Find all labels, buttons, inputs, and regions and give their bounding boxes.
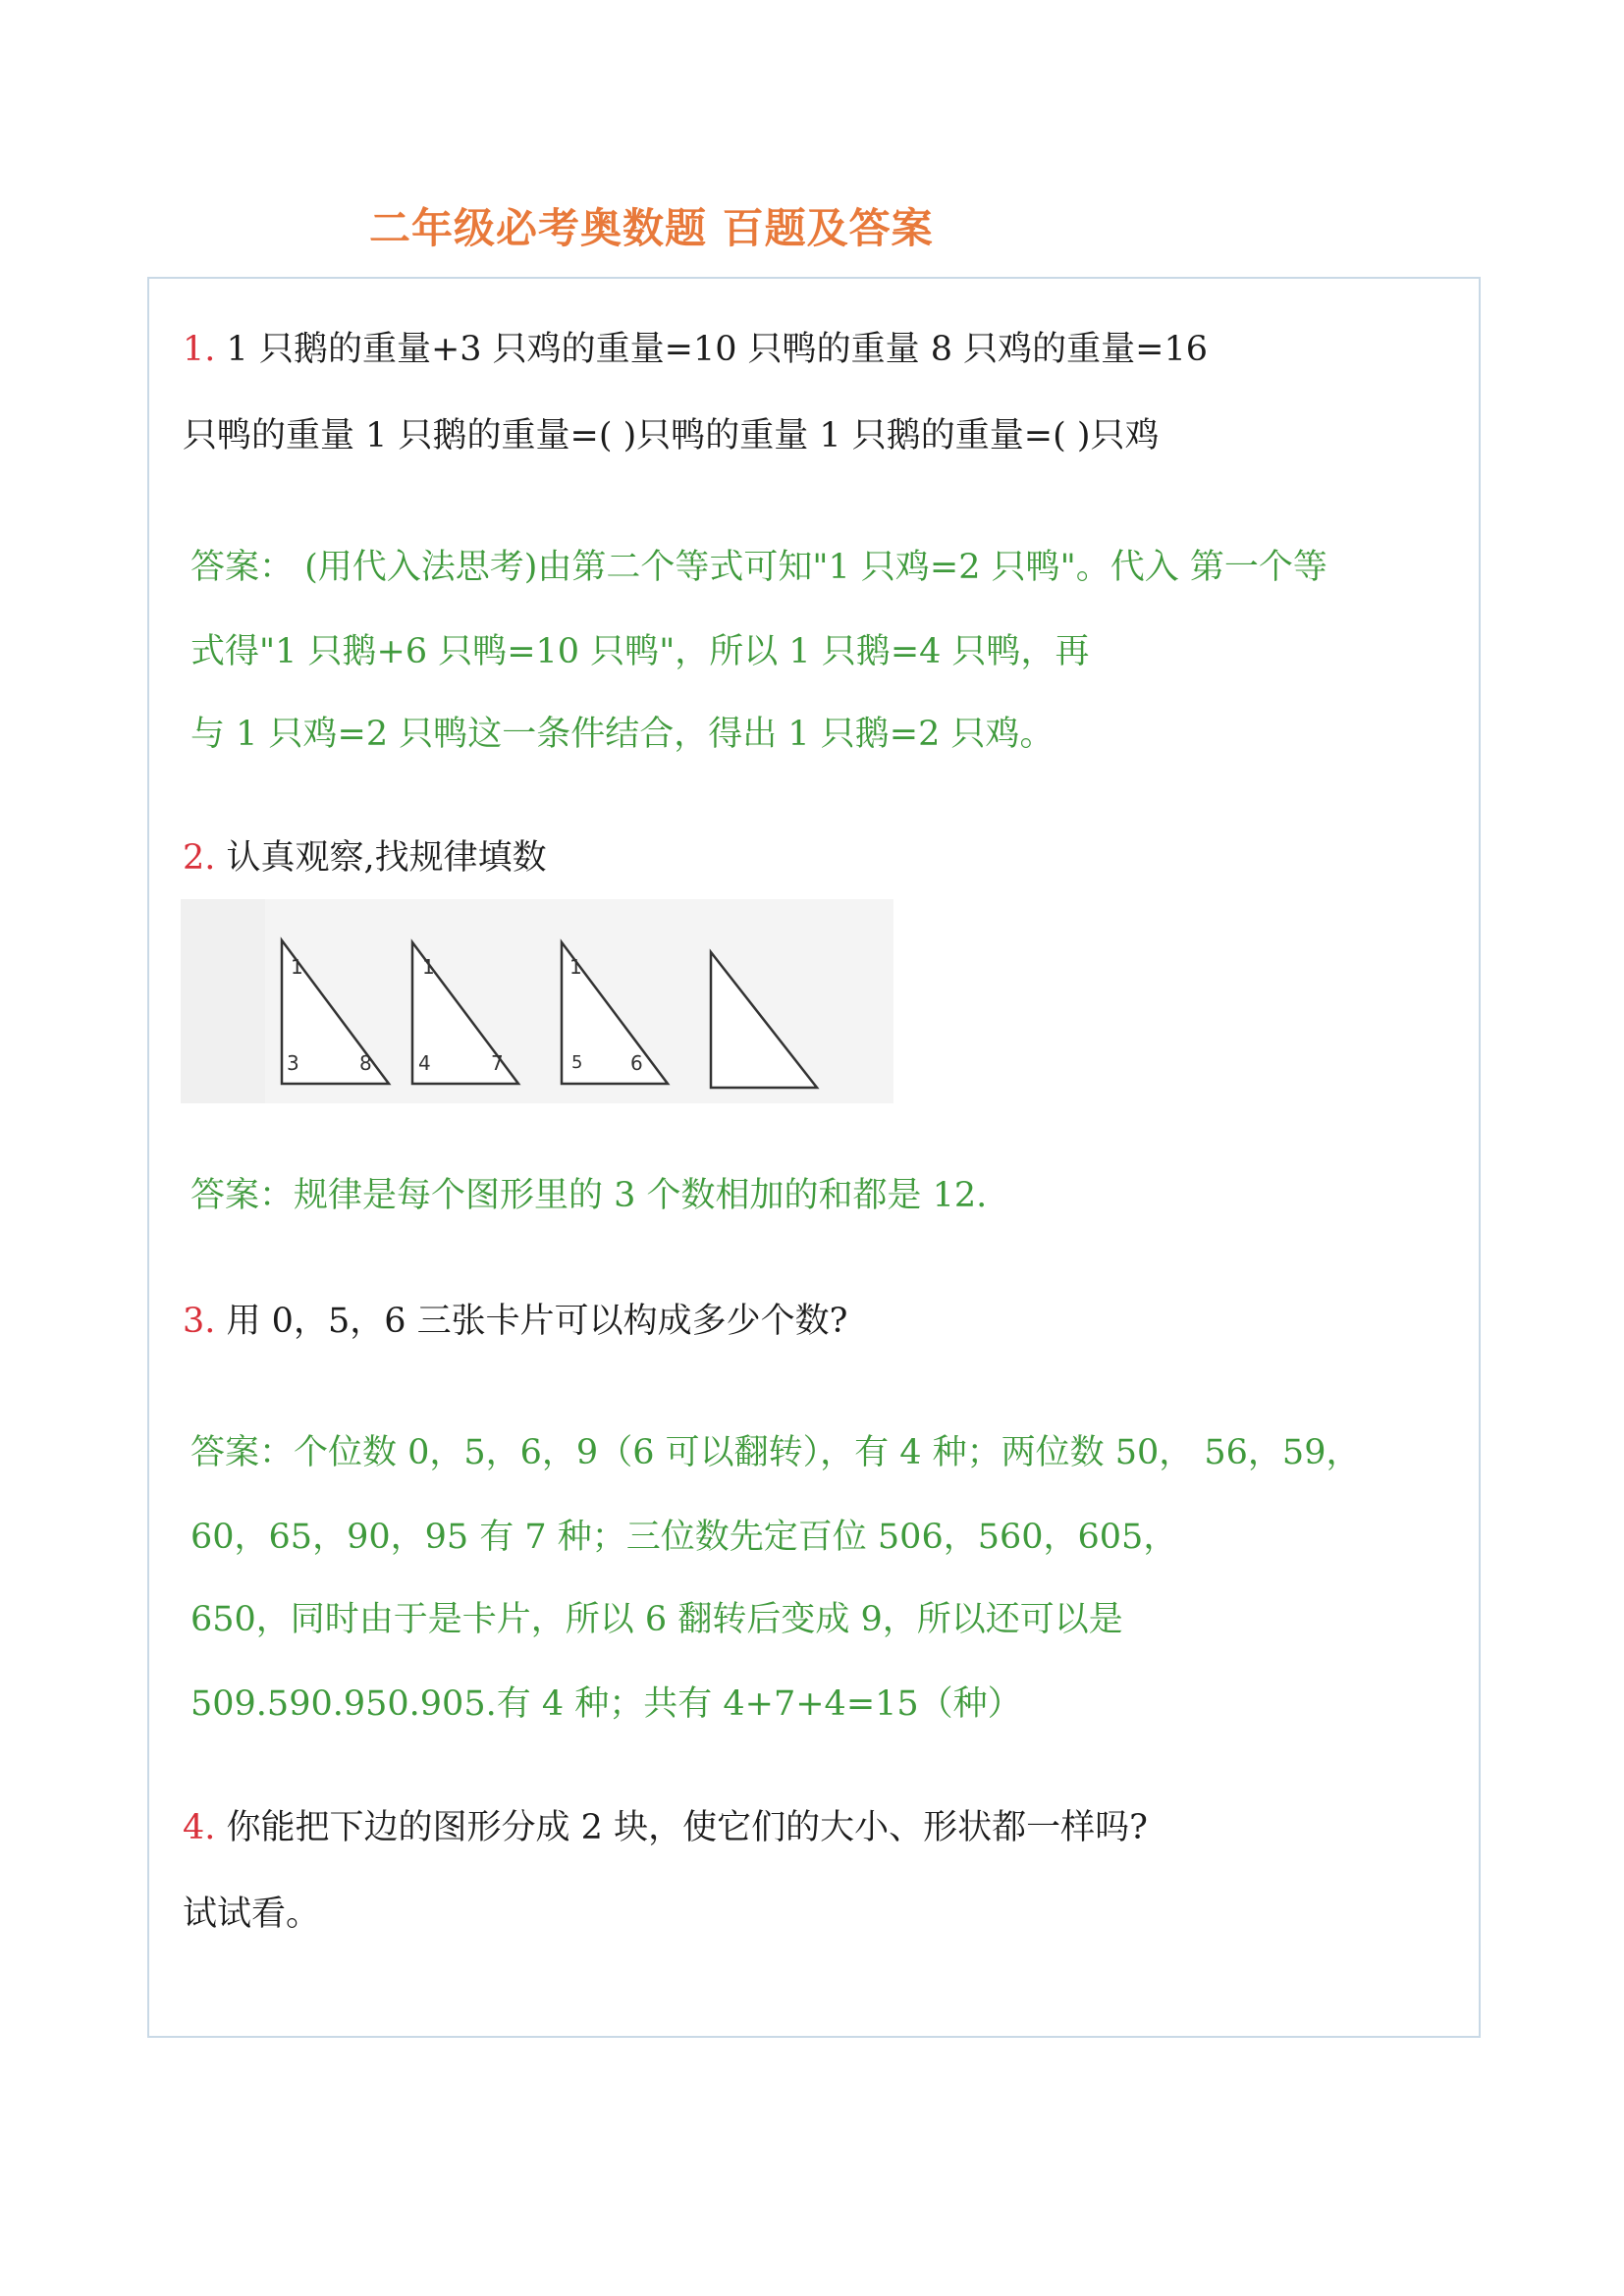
question-1-text-1: 1 只鹅的重量+3 只鸡的重量=10 只鸭的重量 8 只鸡的重量=16 [226, 330, 1209, 369]
question-2-number: 2. [183, 838, 216, 878]
question-1-number: 1. [183, 330, 216, 369]
answer-3-line-1: 答案：个位数 0，5，6，9（6 可以翻转），有 4 种；两位数 50， 56，59， [190, 1433, 1361, 1472]
answer-1-line-1: 答案： (用代入法思考)由第二个等式可知"1 只鸡=2 只鸭"。代入 第一个等 [190, 548, 1327, 587]
triangle-2-left: 4 [418, 1051, 431, 1075]
answer-1-line-3: 与 1 只鸡=2 只鸭这一条件结合，得出 1 只鹅=2 只鸡。 [190, 715, 1055, 754]
answer-3-line-2: 60，65，90，95 有 7 种；三位数先定百位 506，560，605， [190, 1518, 1178, 1557]
triangle-3-right: 6 [630, 1051, 643, 1075]
question-4-line-1 [183, 1806, 1148, 1849]
triangle-3-left: 5 [571, 1052, 583, 1073]
question-4-text-1: 你能把下边的图形分成 2 块，使它们的大小、形状都一样吗? [226, 1808, 1148, 1847]
question-1-line-1 [183, 328, 1208, 371]
question-4-line-2: 试试看。 [183, 1895, 321, 1934]
question-3-number: 3. [183, 1302, 216, 1341]
triangle-2-right: 7 [491, 1051, 504, 1075]
answer-1-line-2: 式得"1 只鹅+6 只鸭=10 只鸭"，所以 1 只鹅=4 只鸭，再 [190, 632, 1090, 671]
triangle-3-top: 1 [569, 955, 582, 979]
content-frame [147, 277, 1481, 2038]
question-2-line [183, 836, 547, 880]
question-3-line [183, 1300, 847, 1343]
triangle-1-right: 8 [359, 1051, 372, 1075]
triangle-1-left: 3 [287, 1051, 299, 1075]
answer-3-line-4: 509.590.950.905.有 4 种；共有 4+7+4=15（种） [190, 1684, 1022, 1724]
answer-2: 答案：规律是每个图形里的 3 个数相加的和都是 12. [190, 1176, 988, 1215]
question-4-number: 4. [183, 1808, 216, 1847]
triangle-2-top: 1 [422, 955, 435, 979]
triangle-1-top: 1 [291, 955, 303, 979]
question-1-line-2: 只鸭的重量 1 只鹅的重量=( )只鸭的重量 1 只鹅的重量=( )只鸡 [183, 416, 1160, 455]
question-2-text: 认真观察,找规律填数 [226, 838, 547, 878]
question-3-text: 用 0，5，6 三张卡片可以构成多少个数? [226, 1302, 848, 1341]
page-title: 二年级必考奥数题 百题及答案 [369, 204, 934, 252]
triangle-pattern-figure [181, 899, 893, 1103]
answer-3-line-3: 650，同时由于是卡片，所以 6 翻转后变成 9，所以还可以是 [190, 1600, 1123, 1639]
